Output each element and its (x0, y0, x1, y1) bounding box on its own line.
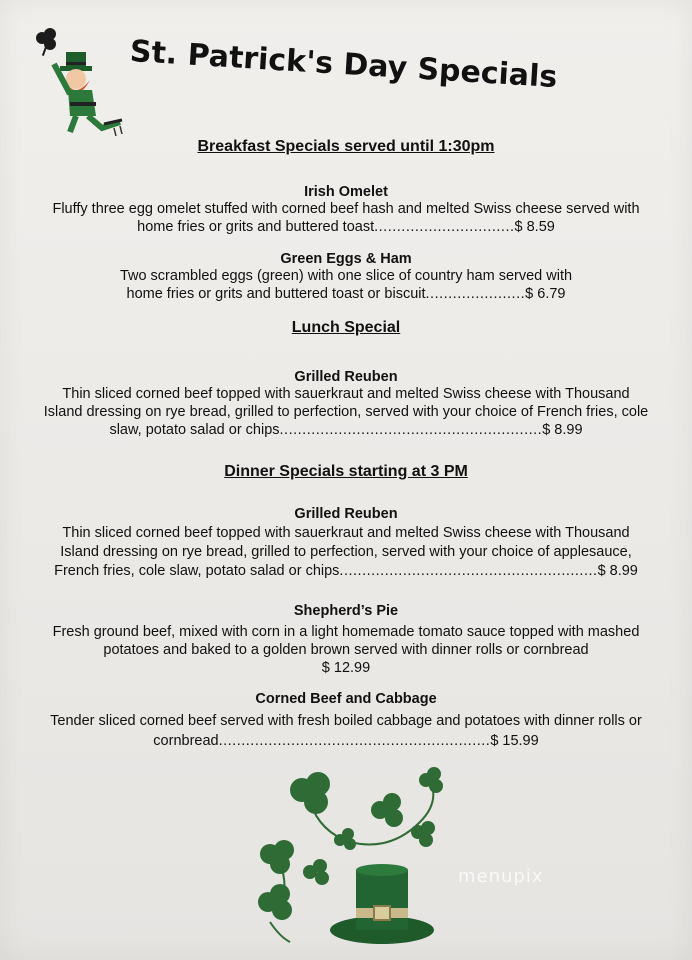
item-description: Two scrambled eggs (green) with one slice of country ham served with (119, 268, 573, 284)
item-description: Thin sliced corned beef topped with sauerkraut and melted Swiss cheese with Thousand (62, 386, 630, 402)
item-price: $ 8.99 (597, 563, 638, 579)
item-price: $ 8.99 (542, 422, 583, 438)
section-heading-dinner: Dinner Specials starting at 3 PM (224, 463, 468, 480)
item-description: Island dressing on rye bread, grilled to perfection, served with your choice of French fries, cole (43, 404, 649, 420)
item-description: home fries or grits and buttered toast (137, 219, 375, 235)
item-price: $ 6.79 (525, 286, 566, 302)
section-heading-breakfast: Breakfast Specials served until 1:30pm (197, 138, 495, 155)
item-price: $ 15.99 (490, 733, 539, 749)
leprechaun-icon (30, 24, 130, 136)
item-description: slaw, potato salad or chips (109, 422, 280, 438)
item-price: $ 12.99 (321, 660, 371, 676)
item-description: Thin sliced corned beef topped with sauerkraut and melted Swiss cheese with Thousand (62, 525, 630, 541)
section-heading-lunch: Lunch Special (291, 319, 401, 336)
item-description-price-line (0, 732, 692, 750)
item-description: Fresh ground beef, mixed with corn in a light homemade tomato sauce topped with mashed (52, 624, 640, 640)
leader-dots: ............................... (374, 219, 515, 235)
item-description: potatoes and baked to a golden brown served with dinner rolls or cornbread (103, 642, 589, 658)
item-description: Island dressing on rye bread, grilled to perfection, served with your choice of applesauce, (60, 544, 632, 560)
item-name-grilled-reuben-dinner: Grilled Reuben (294, 506, 398, 522)
item-description: French fries, cole slaw, potato salad or chips (54, 563, 340, 579)
item-description-price-line (0, 285, 692, 303)
shamrock-hat-illustration (250, 762, 450, 952)
item-description: Tender sliced corned beef served with fresh boiled cabbage and potatoes with dinner rolls or (50, 713, 642, 729)
leader-dots: ......................................................... (339, 563, 598, 579)
item-name-shepherds-pie: Shepherd’s Pie (293, 603, 399, 619)
item-name-irish-omelet: Irish Omelet (304, 184, 388, 200)
item-description: home fries or grits and buttered toast or biscuit (126, 286, 426, 302)
item-description-price-line (0, 562, 692, 580)
item-description: cornbread (153, 733, 219, 749)
leader-dots: .......................................................... (279, 422, 543, 438)
item-name-corned-beef-cabbage: Corned Beef and Cabbage (255, 691, 437, 707)
item-name-grilled-reuben-lunch: Grilled Reuben (294, 369, 398, 385)
item-name-green-eggs-ham: Green Eggs & Ham (280, 251, 412, 267)
leader-dots: ...................... (425, 286, 526, 302)
item-description-price-line (0, 218, 692, 236)
item-price: $ 8.59 (514, 219, 555, 235)
leader-dots: ............................................................ (218, 733, 491, 749)
item-description: Fluffy three egg omelet stuffed with corned beef hash and melted Swiss cheese served with (52, 201, 640, 217)
item-description-price-line (0, 421, 692, 439)
watermark-text: menupix (458, 866, 544, 887)
page-title: St. Patrick's Day Specials (128, 34, 559, 96)
